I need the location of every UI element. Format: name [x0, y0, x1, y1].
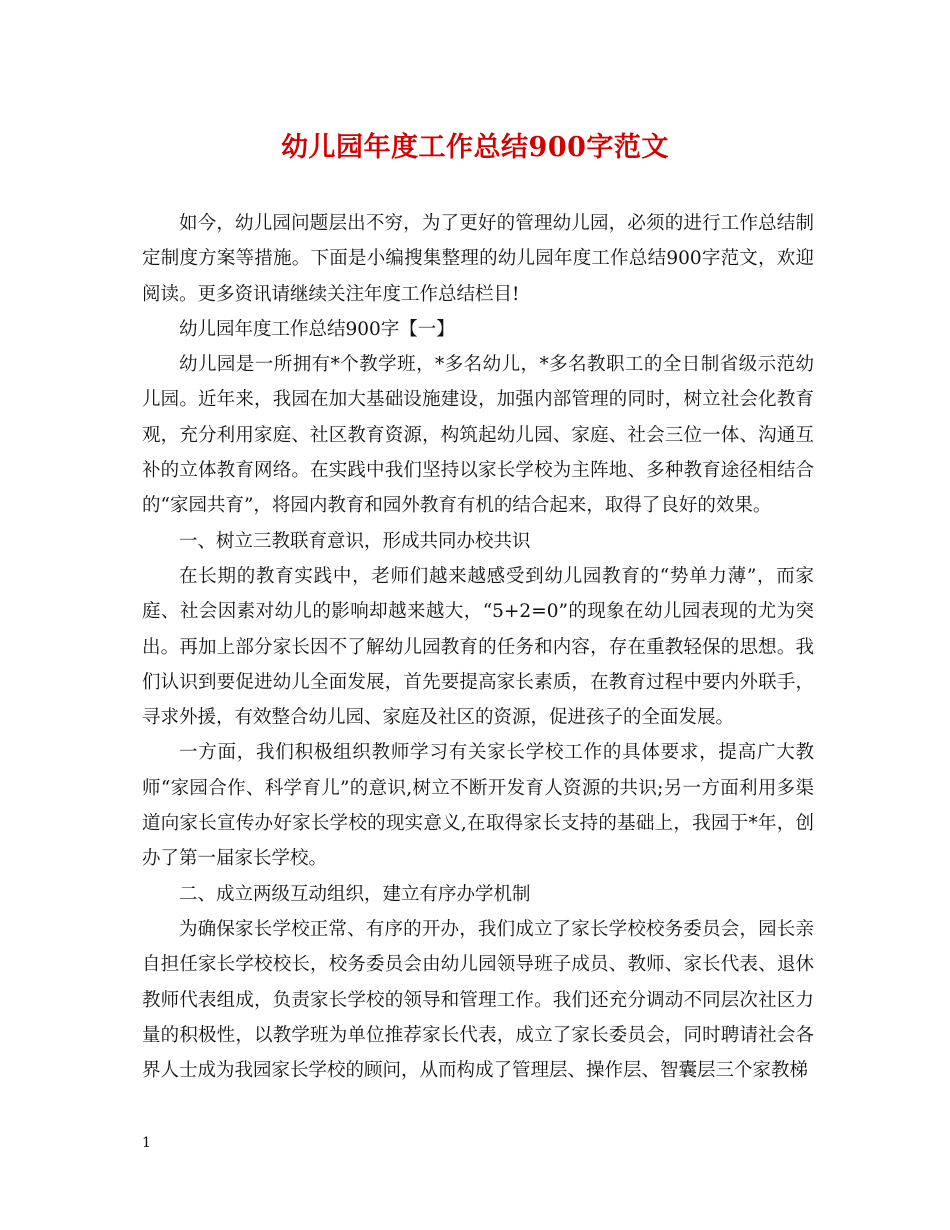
- paragraph-kindergarten-overview: 幼儿园是一所拥有*个教学班，*多名幼儿，*多名教职工的全日制省级示范幼儿园。近年来，我园在加大基础设施建设，加强内部管理的同时，树立社会化教育观，充分利用家庭、社区教育资源，构筑起幼儿园、家庭、社会三位一体、沟通互补的立体教育网络。在实践中我们坚持以家长学校为主阵地、多种教育途径相结合的“家园共育”，将园内教育和园外教育有机的结合起来，取得了良好的效果。: [142, 354, 814, 517]
- document-title: 幼儿园年度工作总结900字范文: [281, 132, 669, 163]
- paragraph-intro: 如今，幼儿园问题层出不穷，为了更好的管理幼儿园，必须的进行工作总结制定制度方案等措施。下面是小编搜集整理的幼儿园年度工作总结900字范文，欢迎阅读。更多资讯请继续关注年度工作总结栏目!: [142, 213, 814, 305]
- paragraph-teacher-training: 一方面，我们积极组织教师学习有关家长学校工作的具体要求，提高广大教师“家园合作、科学育儿”的意识,树立不断开发育人资源的共识;另一方面利用多渠道向家长宣传办好家长学校的现实意义,在取得家长支持的基础上，我园于*年，创办了第一届家长学校。: [142, 742, 814, 870]
- document-body: [142, 206, 814, 1088]
- paragraph-school-committee: 为确保家长学校正常、有序的开办，我们成立了家长学校校务委员会，园长亲自担任家长学校校长，校务委员会由幼儿园领导班子成员、教师、家长代表、退休教师代表组成，负责家长学校的领导和管理工作。我们还充分调动不同层次社区力量的积极性，以教学班为单位推荐家长代表，成立了家长委员会，同时聘请社会各界人士成为我园家长学校的顾问，从而构成了管理层、操作层、智囊层三个家教梯: [142, 918, 814, 1082]
- section-heading-2: 二、成立两级互动组织，建立有序办学机制: [179, 883, 531, 905]
- page-number: 1: [142, 1135, 151, 1151]
- section-heading-1: 一、树立三教联育意识，形成共同办校共识: [179, 530, 531, 552]
- section-heading-part-one: 幼儿园年度工作总结900字【一】: [179, 318, 455, 340]
- paragraph-education-practice: 在长期的教育实践中，老师们越来越感受到幼儿园教育的“势单力薄”，而家庭、社会因素对幼儿的影响却越来越大，“5+2=0”的现象在幼儿园表现的尤为突出。再加上部分家长因不了解幼儿园教育的任务和内容，存在重教轻保的思想。我们认识到要促进幼儿全面发展，首先要提高家长素质，在教育过程中要内外联手，寻求外援，有效整合幼儿园、家庭及社区的资源，促进孩子的全面发展。: [142, 565, 814, 729]
